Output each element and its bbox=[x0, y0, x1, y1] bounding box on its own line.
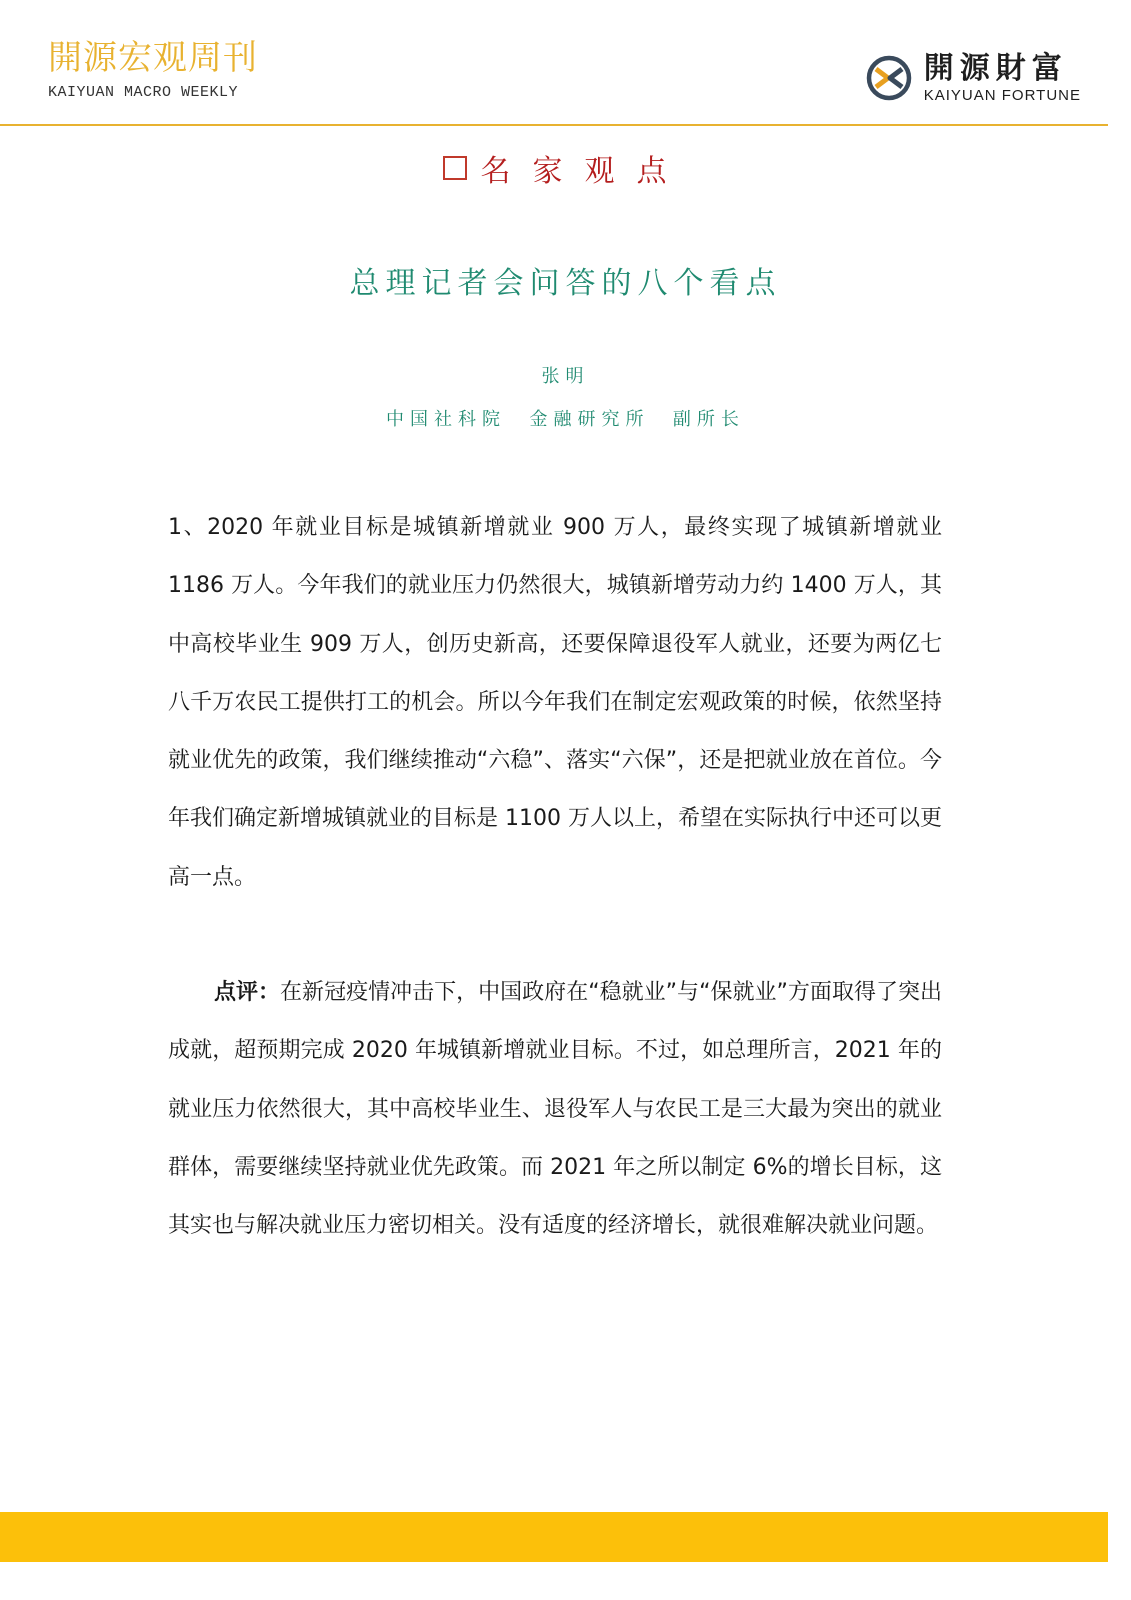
logo-text-en: KAIYUAN FORTUNE bbox=[923, 86, 1081, 104]
brand-block bbox=[48, 38, 258, 101]
kaiyuan-logo bbox=[864, 50, 1081, 106]
section-title: 名家观点 bbox=[480, 154, 689, 189]
comment-paragraph bbox=[168, 964, 942, 1255]
author-affiliation: 中国社科院 金融研究所 副所长 bbox=[386, 409, 745, 430]
brand-title-cn: 開源宏观周刊 bbox=[48, 38, 258, 78]
comment-text: 在新冠疫情冲击下，中国政府在“稳就业”与“保就业”方面取得了突出成就，超预期完成 2020 年城镇新增就业目标。不过，如总理所言，2021 年的就业压力依然很大，其中高校毕业生、退役军人与农民工是三大最为突出的就业群体，需要继续坚持就业优先政策。而 2021 年之所以制定 6%的增长目标，这其实也与解决就业压力密切相关。没有适度的经济增长，就很难解决就业问题。 bbox=[168, 980, 942, 1239]
body-paragraph-1: 1、2020 年就业目标是城镇新增就业 900 万人，最终实现了城镇新增就业 1186 万人。今年我们的就业压力仍然很大，城镇新增劳动力约 1400 万人，其中高校毕业生 909 万人，创历史新高，还要保障退役军人就业，还要为两亿七八千万农民工提供打工的机会。所以今年我们在制定宏观政策的时候，依然坚持就业优先的政策，我们继续推动“六稳”、落实“六保”，还是把就业放在首位。今年我们确定新增城镇就业的目标是 1100 万人以上，希望在实际执行中还可以更高一点。 bbox=[168, 515, 942, 890]
footer-band bbox=[0, 1512, 1108, 1562]
page-header bbox=[0, 0, 1131, 126]
brand-title-en: KAIYUAN MACRO WEEKLY bbox=[48, 84, 239, 101]
article-title: 总理记者会问答的八个看点 bbox=[349, 266, 782, 301]
section-box-icon bbox=[443, 156, 467, 180]
kaiyuan-logo-icon bbox=[864, 53, 914, 103]
comment-label: 点评： bbox=[214, 980, 281, 1005]
section-heading bbox=[0, 146, 1131, 190]
logo-text-cn: 開源財富 bbox=[923, 50, 1068, 86]
author-name: 张明 bbox=[541, 366, 590, 387]
logo-text bbox=[923, 50, 1081, 104]
header-divider bbox=[0, 124, 1108, 126]
